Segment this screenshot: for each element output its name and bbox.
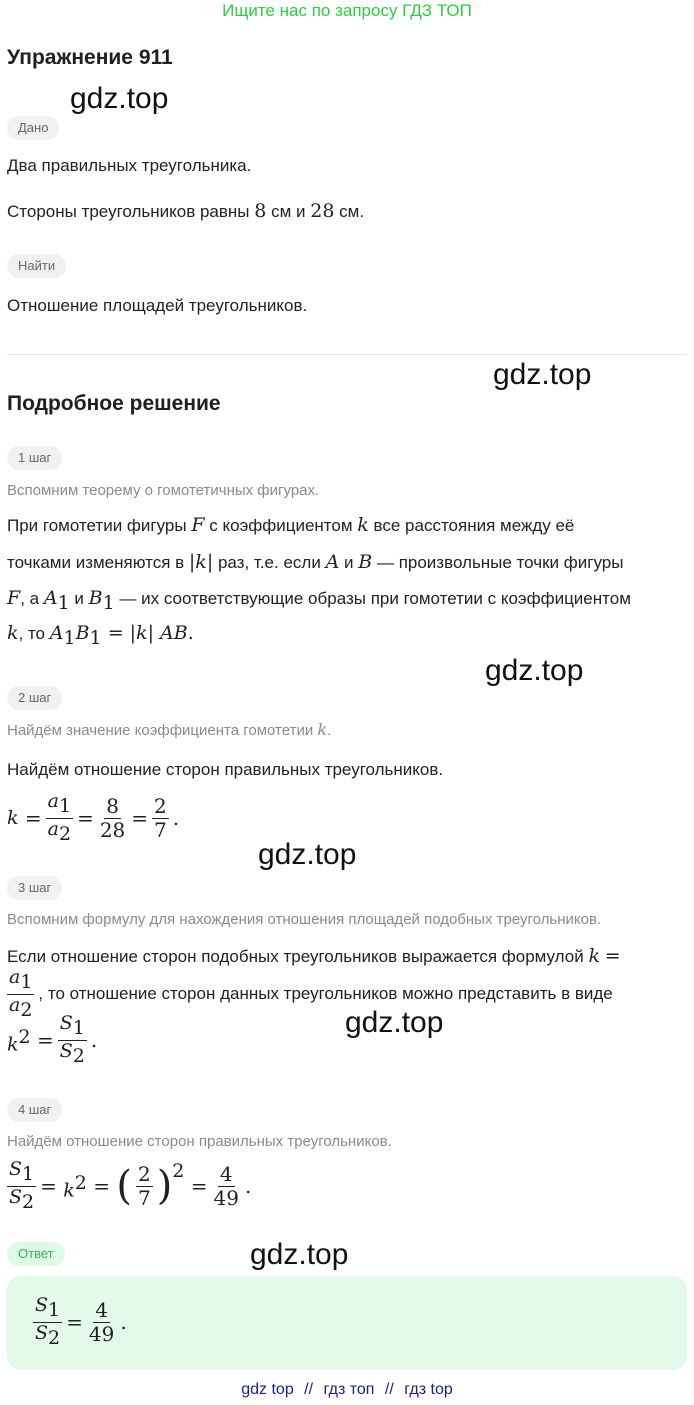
step-3-formula: $k^2$ = $\frac{S_1}{S_2}$ . [7,1012,98,1067]
step-2-line: Найдём отношение сторон правильных треугольников. [7,760,444,779]
math-k: k [357,514,369,536]
math-k: k [317,720,328,739]
footer-separator: // [384,1381,394,1398]
step-1-line-4: k, то $A_1B_1 = |k|$ AB. [7,622,194,649]
watermark: gdz.top [345,1006,444,1039]
given-line-1: Два правильных треугольника. [7,156,252,175]
watermark: gdz.top [258,838,357,871]
math-B1: $B_1$ [88,587,115,614]
watermark: gdz.top [250,1238,349,1271]
math-k: k [588,945,600,967]
step-2-hint-text: Найдём значение коэффициента гомотетии [7,722,314,739]
footer-link-gdz-top[interactable]: gdz top [241,1381,294,1398]
math-F: F [191,514,205,536]
given-line-2-mid: см и [271,202,306,221]
search-banner[interactable]: Ищите нас по запросу ГДЗ ТОП [222,1,472,20]
step-1-text: точками изменяются в [7,553,185,572]
step-4-hint: Найдём отношение сторон правильных треугольников. [7,1133,392,1150]
step-1-text: и [74,589,84,608]
step-3-text: Если отношение сторон подобных треугольников выражается формулой [7,947,584,966]
step-3-chip: 3 шаг [7,876,62,900]
step-1-text: — их соответствующие образы при гомотетии с коэффициентом [119,589,631,608]
step-1-line-3 [7,587,631,614]
math-abs-k: |k| [188,551,214,573]
divider [7,354,687,355]
math-homothety-formula: $A_1B_1 = |k|$ AB [49,622,188,649]
watermark: gdz.top [70,82,169,115]
math-A1: $A_1$ [43,587,70,614]
step-1-text: все расстояния между её [373,516,575,535]
footer-links [0,1381,694,1399]
find-line: Отношение площадей треугольников. [7,296,308,315]
step-1-text: При гомотетии фигуры [7,516,187,535]
given-line-2-prefix: Стороны треугольников равны [7,202,250,221]
math-A: A [325,551,340,573]
math-B: B [358,551,373,573]
step-3-hint: Вспомним формулу для нахождения отношения площадей подобных треугольников. [7,911,602,928]
math-k: k [7,622,19,644]
side-a-value: 8 [254,200,267,222]
step-1-text: с коэффициентом [209,516,353,535]
step-1-text: раз, т.е. если [217,553,321,572]
solution-title: Подробное решение [7,392,221,415]
footer-link-gdz-top-mixed[interactable]: гдз top [404,1381,453,1398]
step-3-line-2: $\frac{a_1}{a_2}$ , то отношение сторон данных треугольников можно представить в виде [9,966,613,1021]
answer-formula: $\frac{S_1}{S_2}$ = $\frac{4}{49}$ . [35,1294,127,1349]
step-1-line-2 [7,551,623,573]
step-1-text: — произвольные точки фигуры [376,553,624,572]
step-1-text: , а [20,589,40,608]
watermark: gdz.top [493,358,592,391]
step-2-hint: Найдём значение коэффициента гомотетии k. [7,720,332,739]
step-1-hint: Вспомним теорему о гомотетичных фигурах. [7,482,320,499]
step-1-chip: 1 шаг [7,446,62,470]
step-4-formula: $\frac{S_1}{S_2}$ = $k^2$ = ( $\frac{2}{7}$ ) 2 = $\frac{4}{49}$ . [9,1158,252,1213]
step-4-chip: 4 шаг [7,1098,62,1122]
step-1-text: , то [18,624,46,643]
step-2-chip: 2 шаг [7,686,62,710]
given-chip: Дано [7,116,59,140]
watermark: gdz.top [485,654,584,687]
side-b-value: 28 [310,200,335,222]
find-chip: Найти [7,254,66,278]
step-2-formula: k = $\frac{a_1}{a_2}$ = $\frac{8}{28}$ = $\frac{2}{7}$ . [7,790,180,845]
footer-separator: // [304,1381,314,1398]
footer-link-gdz-top-ru[interactable]: гдз топ [323,1381,375,1398]
page-title: Упражнение 911 [7,46,173,69]
given-line-2 [7,200,364,222]
answer-chip: Ответ [7,1242,65,1266]
given-line-2-suffix: см. [339,202,365,221]
step-3-text: , то отношение сторон данных треугольников можно представить в виде [38,984,613,1004]
step-1-line-1 [7,514,574,536]
step-1-text: и [344,553,354,572]
math-F: F [7,587,21,609]
step-3-line-1: Если отношение сторон подобных треугольников выражается формулой k = [7,945,621,967]
